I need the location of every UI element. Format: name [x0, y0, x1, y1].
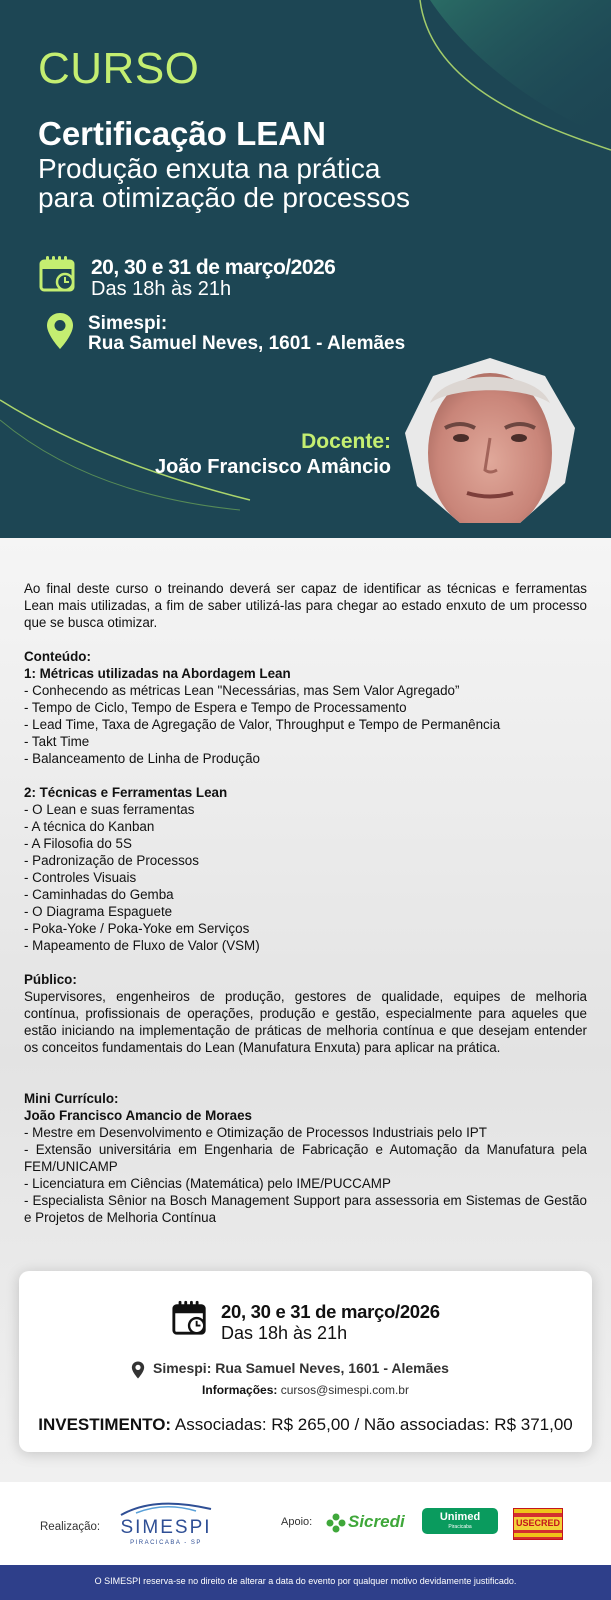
sponsors-footer — [0, 1482, 611, 1565]
card-time: Das 18h às 21h — [221, 1323, 348, 1343]
realizacao-label: Realização: — [40, 1521, 101, 1533]
location-pin-icon — [46, 312, 74, 350]
list-item: - Mestre em Desenvolvimento e Otimização de Processos Industriais pelo IPT — [24, 1125, 487, 1140]
curriculo-name: João Francisco Amancio de Moraes — [24, 1108, 252, 1123]
card-investment — [19, 1415, 592, 1435]
list-item: - Especialista Sênior na Bosch Management Support para assessoria em Sistemas de Gestão e Projetos de Melhoria Contínua — [24, 1193, 587, 1225]
location-name: Simespi: — [88, 313, 168, 334]
list-item: - A Filosofia do 5S — [24, 836, 132, 851]
simespi-wave-icon — [116, 1499, 216, 1517]
docente-name: João Francisco Amâncio — [155, 456, 391, 478]
event-info-card — [19, 1271, 592, 1452]
calendar-icon — [38, 254, 78, 294]
subtitle-line-1: Produção enxuta na prática — [38, 153, 381, 184]
course-kicker: CURSO — [38, 44, 200, 93]
course-header — [0, 0, 611, 538]
sicredi-logo — [326, 1510, 410, 1536]
list-item: - A técnica do Kanban — [24, 819, 155, 834]
list-item: - Tempo de Ciclo, Tempo de Espera e Tempo de Processamento — [24, 700, 407, 715]
disclaimer-text: O SIMESPI reserva-se no direito de alterar a data do evento por qualquer motivo devidamente justificado. — [94, 1576, 517, 1586]
curriculo-heading: Mini Currículo: — [24, 1091, 119, 1106]
conteudo-heading: Conteúdo: — [24, 649, 91, 664]
calendar-icon — [171, 1298, 209, 1338]
usecred-logo-text: USECRED — [515, 1518, 560, 1528]
section2-heading: 2: Técnicas e Ferramentas Lean — [24, 785, 228, 800]
docente-photo — [405, 358, 575, 526]
list-item: - Caminhadas do Gemba — [24, 887, 174, 902]
publico-heading: Público: — [24, 972, 77, 987]
info-email[interactable]: cursos@simespi.com.br — [280, 1383, 409, 1397]
course-date: 20, 30 e 31 de março/2026 — [91, 256, 336, 279]
unimed-logo-text: Unimed — [439, 1511, 481, 1523]
info-label: Informações: — [202, 1383, 278, 1397]
list-item: - Takt Time — [24, 734, 90, 749]
card-info — [19, 1383, 592, 1397]
usecred-logo — [513, 1508, 563, 1540]
invest-label: INVESTIMENTO: — [38, 1415, 172, 1434]
disclaimer-bar — [0, 1565, 611, 1600]
list-item: - O Diagrama Espaguete — [24, 904, 173, 919]
apoio-label: Apoio: — [281, 1516, 313, 1528]
sicredi-logo-text: Sicredi — [348, 1512, 405, 1531]
unimed-logo-sub: Piracicaba — [448, 1524, 472, 1530]
publico-text: Supervisores, engenheiros de produção, gestores de qualidade, equipes de melhoria contínua, profissionais de operações, produção e gestão, especialmente para aqueles que estão iniciando na implementação de práticas de melhoria contínua e que desejam entender os conceitos fundamentais do Lean (Manufatura Enxuta) para aplicar na prática. — [24, 989, 587, 1055]
card-location: Simespi: Rua Samuel Neves, 1601 - Alemães — [153, 1360, 449, 1376]
list-item: - Lead Time, Taxa de Agregação de Valor, Throughput e Tempo de Permanência — [24, 717, 501, 732]
card-date: 20, 30 e 31 de março/2026 — [221, 1301, 440, 1322]
sicredi-flower-icon — [326, 1513, 346, 1533]
unimed-logo — [422, 1508, 498, 1534]
list-item: - Controles Visuais — [24, 870, 137, 885]
section1-heading: 1: Métricas utilizadas na Abordagem Lean — [24, 666, 291, 681]
course-subtitle — [38, 154, 558, 212]
location-address: Rua Samuel Neves, 1601 - Alemães — [88, 333, 406, 354]
course-title: Certificação LEAN — [38, 115, 326, 152]
simespi-logo-sub: PIRACICABA - SP — [130, 1540, 202, 1546]
intro-text: Ao final deste curso o treinando deverá ser capaz de identificar as técnicas e ferramentas Lean mais utilizadas, a fim de saber utilizá-las para chegar ao estado enxuto de um processo que se busca otimizar. — [24, 581, 587, 630]
list-item: - Poka-Yoke / Poka-Yoke em Serviços — [24, 921, 250, 936]
list-item: - Mapeamento de Fluxo de Valor (VSM) — [24, 938, 260, 953]
location-pin-icon — [131, 1361, 145, 1379]
docente-label: Docente: — [301, 430, 391, 453]
list-item: - Extensão universitária em Engenharia de Fabricação e Automação da Manufatura pela FEM/UNICAMP — [24, 1142, 587, 1174]
subtitle-line-2: para otimização de processos — [38, 182, 410, 213]
list-item: - Balanceamento de Linha de Produção — [24, 751, 260, 766]
invest-prices: Associadas: R$ 265,00 / Não associadas: R$ 371,00 — [174, 1415, 573, 1434]
course-time: Das 18h às 21h — [91, 278, 232, 300]
list-item: - O Lean e suas ferramentas — [24, 802, 195, 817]
details-content — [24, 580, 587, 1226]
list-item: - Licenciatura em Ciências (Matemática) pelo IME/PUCCAMP — [24, 1176, 391, 1191]
simespi-logo — [116, 1499, 216, 1549]
simespi-logo-text: SIMESPI — [120, 1517, 212, 1538]
list-item: - Conhecendo as métricas Lean "Necessárias, mas Sem Valor Agregado” — [24, 683, 460, 698]
list-item: - Padronização de Processos — [24, 853, 199, 868]
